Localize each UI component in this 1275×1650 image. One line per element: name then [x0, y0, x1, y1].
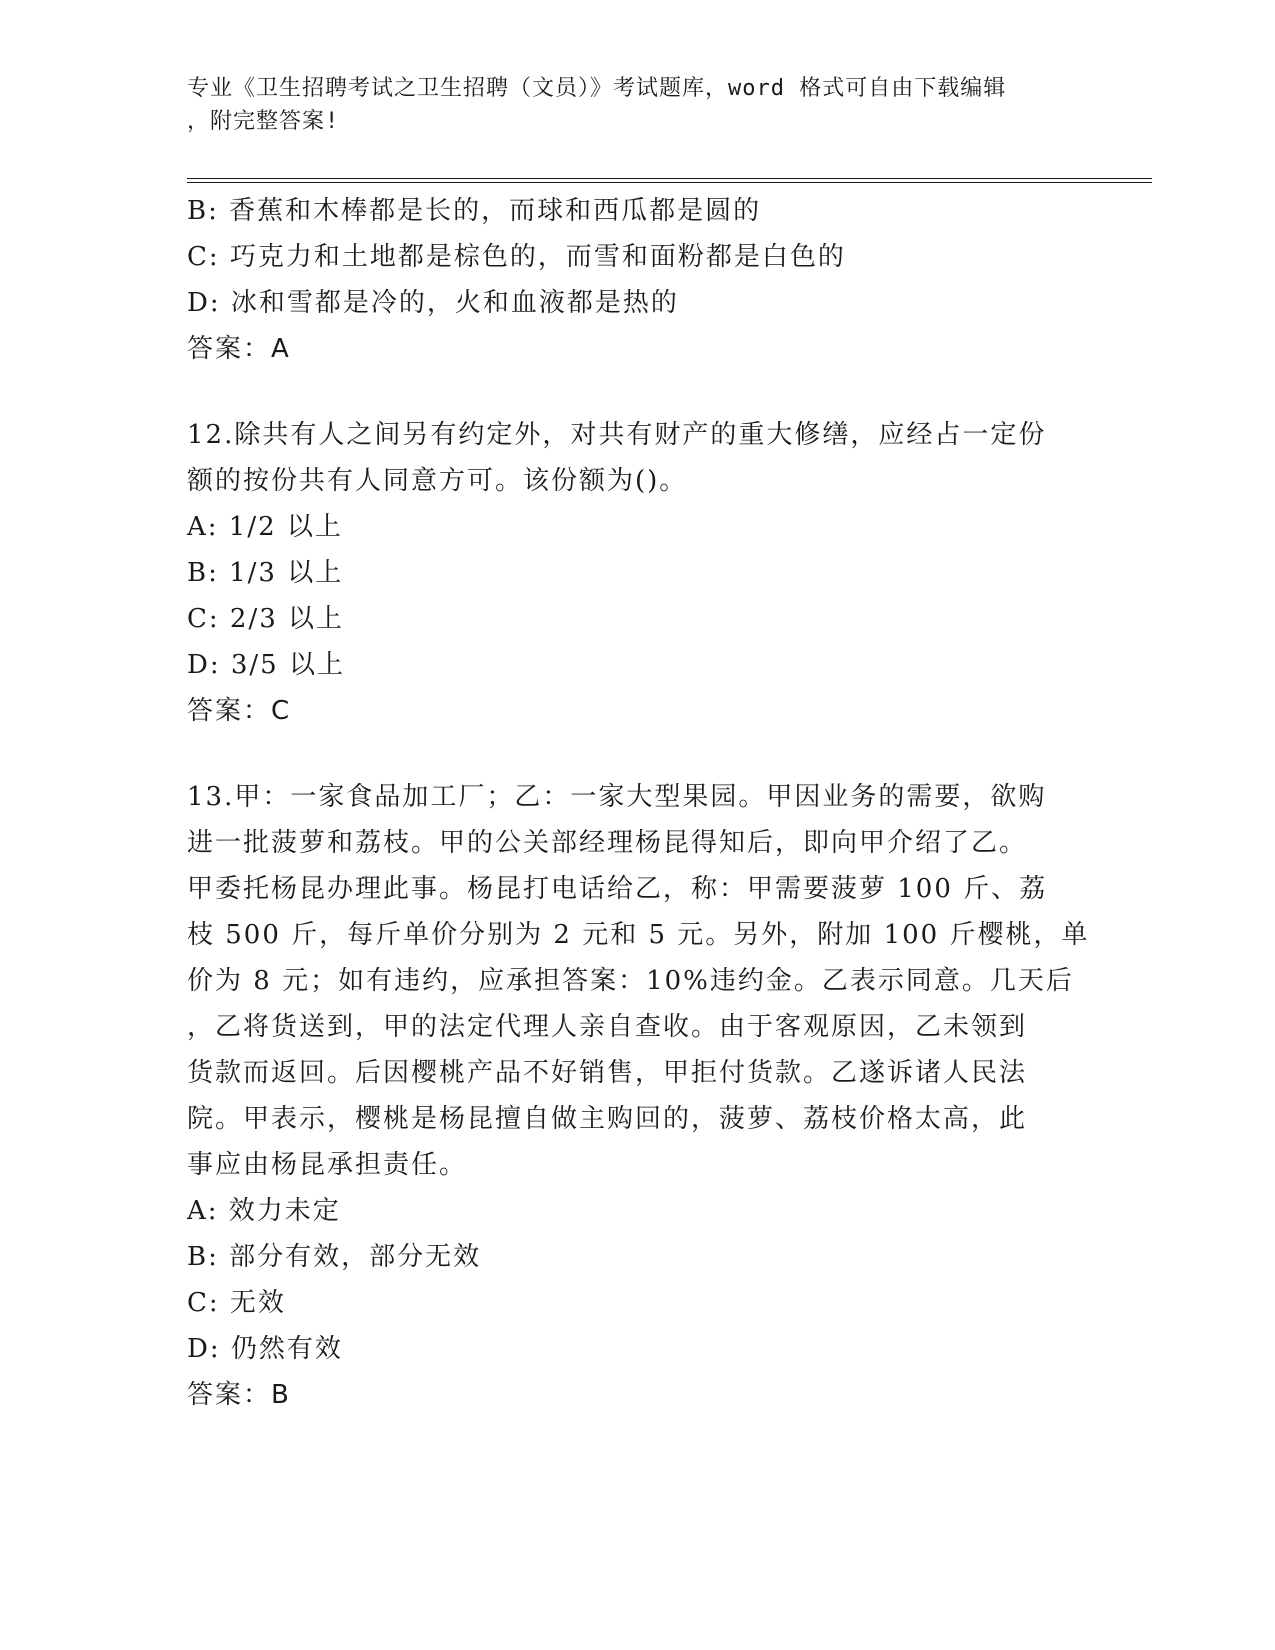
question-12 — [187, 412, 1087, 734]
document-header — [187, 72, 1067, 138]
question-stem-line: 货款而返回。后因樱桃产品不好销售，甲拒付货款。乙遂诉诸人民法 — [187, 1058, 1028, 1088]
option-d: D: 3/5 以上 — [187, 650, 345, 680]
question-spacer — [187, 372, 1087, 412]
question-stem-line: 额的按份共有人同意方可。该份额为()。 — [187, 466, 688, 496]
question-stem-line: ，乙将货送到，甲的法定代理人亲自查收。由于客观原因，乙未领到 — [187, 1012, 1028, 1042]
question-stem-line: 13.甲：一家食品加工厂；乙：一家大型果园。甲因业务的需要，欲购 — [187, 782, 1047, 812]
question-13 — [187, 774, 1090, 1418]
option-b: B: 香蕉和木棒都是长的，而球和西瓜都是圆的 — [187, 196, 762, 226]
option-c: C: 巧克力和土地都是棕色的，而雪和面粉都是白色的 — [187, 242, 846, 272]
header-divider-bottom — [187, 182, 1152, 183]
question-stem-line: 枝 500 斤，每斤单价分别为 2 元和 5 元。另外，附加 100 斤樱桃，单 — [187, 920, 1090, 950]
question-stem-line: 院。甲表示，樱桃是杨昆擅自做主购回的，菠萝、荔枝价格太高，此 — [187, 1104, 1028, 1134]
answer-line: 答案：C — [187, 696, 292, 726]
question-stem-line: 价为 8 元；如有违约，应承担答案：10%违约金。乙表示同意。几天后 — [187, 966, 1074, 996]
answer-line: 答案：B — [187, 1380, 291, 1410]
option-b: B: 1/3 以上 — [187, 558, 344, 588]
header-title-line-1: 专业《卫生招聘考试之卫生招聘（文员）》考试题库，word 格式可自由下载编辑 — [187, 76, 1007, 101]
question-stem-line: 12.除共有人之间另有约定外，对共有财产的重大修缮，应经占一定份 — [187, 420, 1047, 450]
option-d: D: 仍然有效 — [187, 1334, 343, 1364]
option-c: C: 2/3 以上 — [187, 604, 345, 634]
option-a: A: 1/2 以上 — [187, 512, 343, 542]
answer-line: 答案：A — [187, 334, 291, 364]
question-11 — [187, 188, 1087, 372]
option-c: C: 无效 — [187, 1288, 286, 1318]
question-stem-line: 甲委托杨昆办理此事。杨昆打电话给乙，称：甲需要菠萝 100 斤、荔 — [187, 874, 1048, 904]
question-stem-line: 事应由杨昆承担责任。 — [187, 1150, 468, 1180]
question-spacer — [187, 734, 1087, 774]
header-title-line-2: ，附完整答案! — [187, 109, 340, 134]
option-a: A: 效力未定 — [187, 1196, 341, 1226]
option-b: B: 部分有效，部分无效 — [187, 1242, 482, 1272]
option-d: D: 冰和雪都是冷的，火和血液都是热的 — [187, 288, 679, 318]
question-stem-line: 进一批菠萝和荔枝。甲的公关部经理杨昆得知后，即向甲介绍了乙。 — [187, 828, 1028, 858]
header-divider-top — [187, 178, 1152, 179]
question-list — [187, 188, 1090, 1418]
